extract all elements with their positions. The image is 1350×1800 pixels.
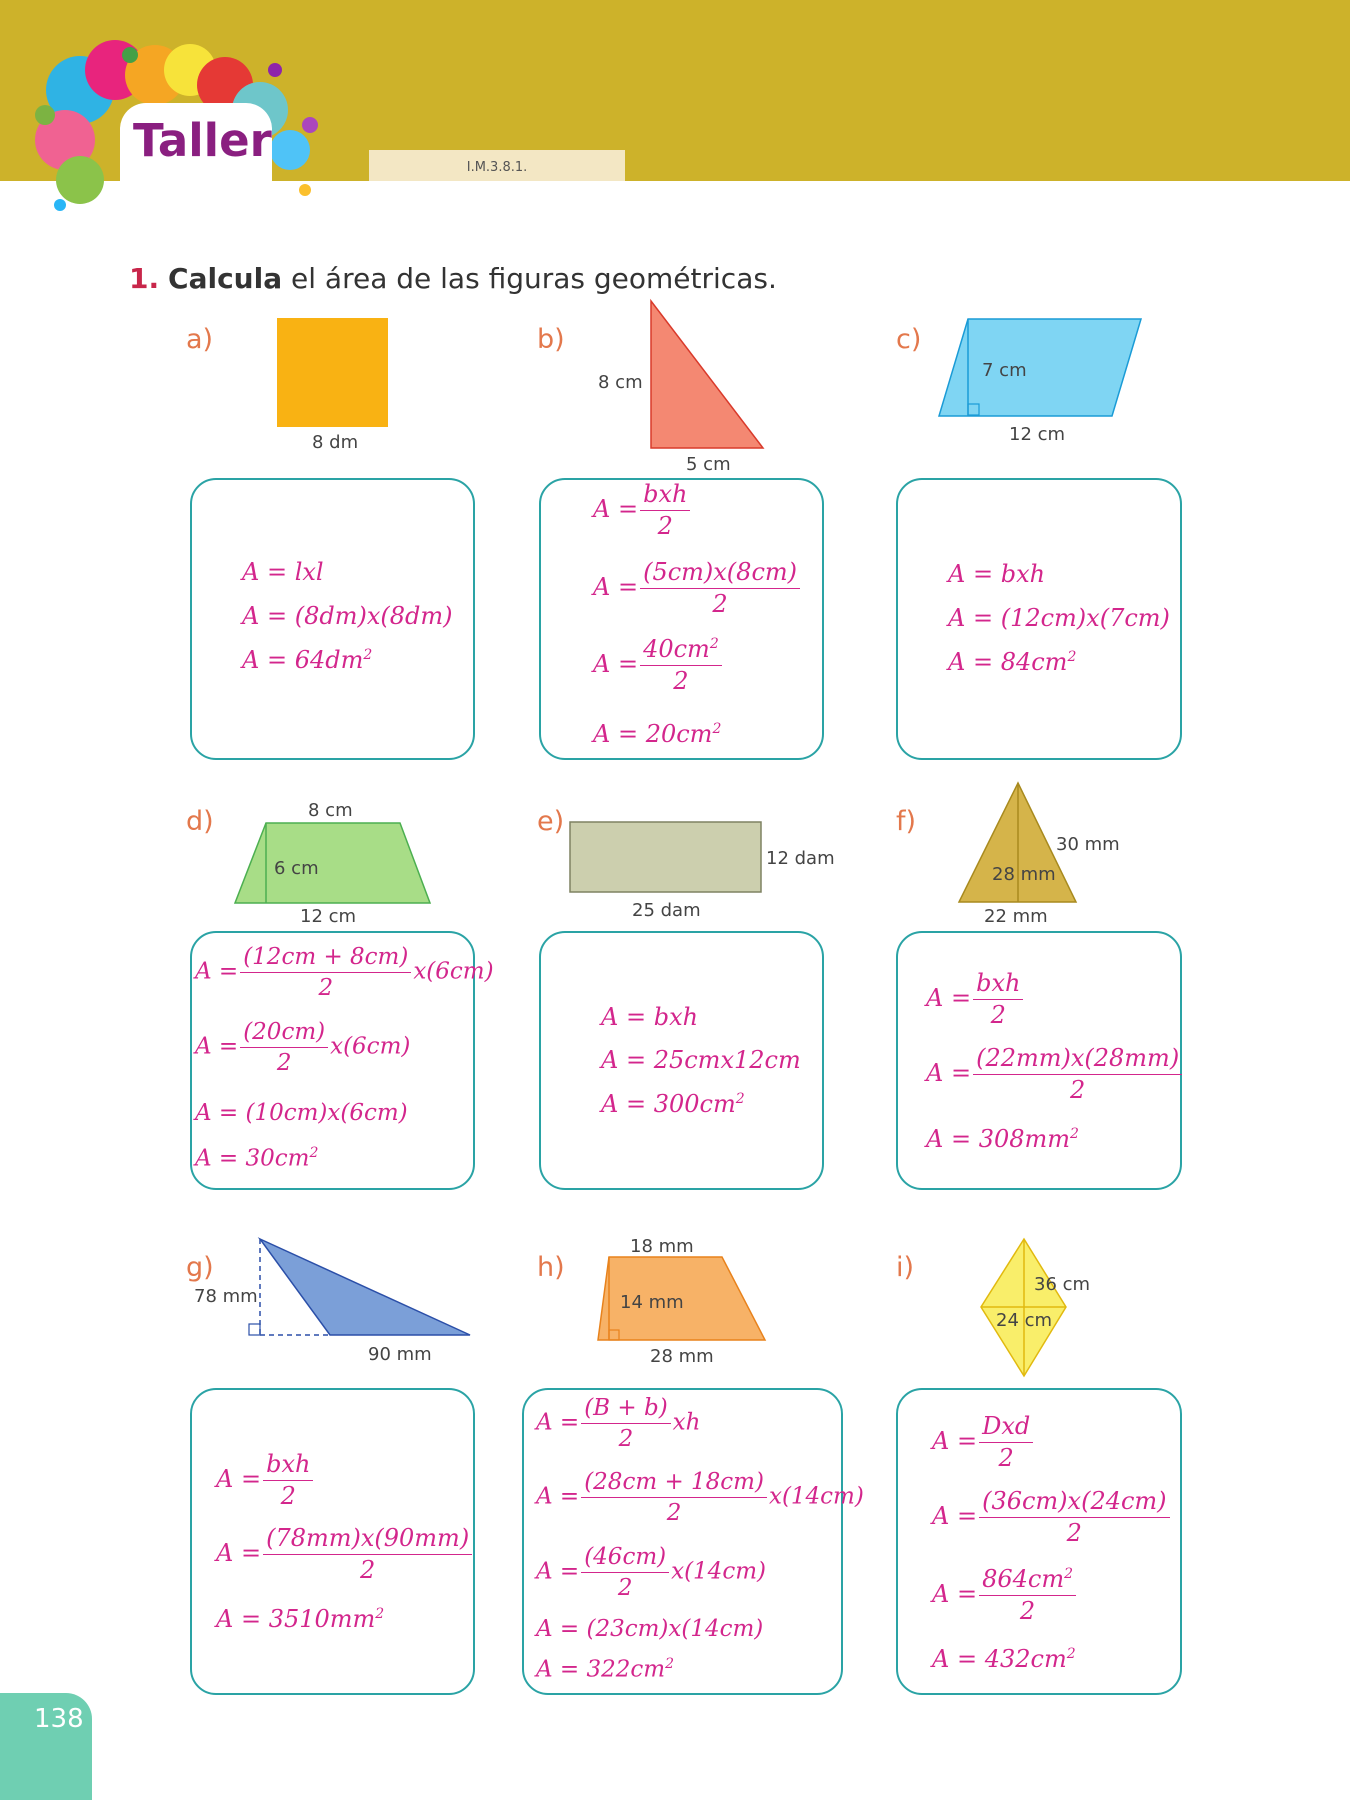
- standard-code: I.M.3.8.1.: [369, 150, 625, 181]
- instruction-text: el área de las figuras geométricas.: [282, 262, 777, 295]
- problem-f-letter: f): [896, 806, 917, 837]
- instruction: [129, 262, 777, 295]
- answer-line: $A = 30cm^2$: [195, 1145, 319, 1172]
- dimension-label: 7 cm: [982, 360, 1027, 381]
- problem-g-letter: g): [186, 1252, 214, 1283]
- dimension-label: 78 mm: [194, 1286, 258, 1307]
- answer-box-i: [896, 1388, 1182, 1695]
- answer-line: $A = 300cm^2$: [601, 1090, 745, 1118]
- dimension-label: 14 mm: [620, 1292, 684, 1313]
- answer-line: $A = 84cm^2$: [948, 648, 1077, 676]
- answer-box-h: [522, 1388, 864, 1695]
- dimension-label: 18 mm: [630, 1236, 694, 1257]
- page-number: 138: [34, 1704, 84, 1734]
- dimension-label: 36 cm: [1034, 1274, 1091, 1295]
- dimension-label: 12 cm: [300, 906, 357, 927]
- answer-line: A = $\frac{(5cm)x(8cm)}{2}$: [593, 560, 802, 617]
- answer-box-g: [190, 1388, 475, 1695]
- answer-line: A = bxh 2: [593, 482, 692, 539]
- rhombus-figure: [980, 1238, 1068, 1378]
- dimension-label: 22 mm: [984, 906, 1048, 927]
- answer-box-a: [190, 478, 475, 760]
- answer-line: A = bxh: [601, 1003, 699, 1031]
- answer-line: A = $\frac{(20cm)}{2}$ x(6cm): [195, 1019, 411, 1077]
- problem-e-letter: e): [537, 806, 565, 837]
- answer-line: $A = 322cm^2$: [536, 1656, 675, 1683]
- answer-line: A = $\frac{(46cm)}{2}$ x(14cm): [536, 1544, 766, 1602]
- answer-line: A = bxh 2: [926, 971, 1025, 1028]
- answer-line: A = (10cm)x(6cm): [195, 1100, 408, 1126]
- dimension-label: 8 dm: [312, 432, 359, 453]
- answer-line: A = $\frac{(B + b)}{2}$ xh: [536, 1395, 701, 1453]
- answer-box-c: [896, 478, 1182, 760]
- section-title: Taller: [133, 114, 272, 167]
- obtuse-triangle-figure: [240, 1238, 472, 1338]
- answer-line: A = 25cmx12cm: [601, 1046, 801, 1074]
- dimension-label: 28 mm: [650, 1346, 714, 1367]
- dimension-label: 6 cm: [274, 858, 319, 879]
- answer-line: A = $\frac{864cm^2}{2}$: [932, 1567, 1078, 1624]
- answer-line: A = Dxd 2: [932, 1414, 1035, 1471]
- answer-line: A = $\frac{(78mm)x(90mm)}{2}$: [216, 1526, 474, 1583]
- answer-line: A = $\frac{(12cm + 8cm)}{2}$ x(6cm): [195, 944, 494, 1002]
- answer-line: A = (23cm)x(14cm): [536, 1616, 764, 1642]
- parallelogram-figure: [938, 318, 1143, 418]
- instruction-verb: Calcula: [168, 262, 283, 295]
- dimension-label: 5 cm: [686, 454, 731, 475]
- answer-line: A = (8dm)x(8dm): [242, 602, 453, 630]
- answer-line: A = $\frac{40cm^2}{2}$: [593, 637, 724, 694]
- answer-line: A = (12cm)x(7cm): [948, 604, 1170, 632]
- dimension-label: 8 cm: [598, 372, 643, 393]
- answer-line: A = bxh: [948, 560, 1046, 588]
- answer-line: $A = 432cm^2$: [932, 1645, 1076, 1673]
- rectangle-figure: [569, 821, 763, 894]
- right-triangle-figure: [650, 300, 765, 450]
- answer-line: A = $\frac{(28cm + 18cm)}{2}$ x(14cm): [536, 1469, 864, 1527]
- answer-line: $A = 3510mm^2$: [216, 1605, 385, 1633]
- answer-line: $A = 64dm^2$: [242, 646, 373, 674]
- dimension-label: 28 mm: [992, 864, 1056, 885]
- answer-box-d: [190, 931, 494, 1190]
- problem-c-letter: c): [896, 324, 922, 355]
- dimension-label: 12 dam: [766, 848, 835, 869]
- answer-line: A = lxl: [242, 558, 324, 586]
- square-figure: [277, 318, 389, 428]
- answer-box-b: [539, 478, 824, 760]
- problem-h-letter: h): [537, 1252, 565, 1283]
- problem-i-letter: i): [896, 1252, 915, 1283]
- answer-box-e: [539, 931, 824, 1190]
- answer-line: $A = 308mm^2$: [926, 1125, 1079, 1153]
- answer-line: A = bxh 2: [216, 1452, 315, 1509]
- answer-box-f: [896, 931, 1182, 1190]
- dimension-label: 12 cm: [1009, 424, 1066, 445]
- dimension-label: 90 mm: [368, 1344, 432, 1365]
- answer-line: $A = 20cm^2$: [593, 720, 722, 748]
- trapezoid-figure: [234, 822, 432, 905]
- answer-line: A = $\frac{(36cm)x(24cm)}{2}$: [932, 1489, 1172, 1546]
- problem-d-letter: d): [186, 806, 214, 837]
- problem-a-letter: a): [186, 324, 214, 355]
- dimension-label: 24 cm: [996, 1310, 1053, 1331]
- problem-b-letter: b): [537, 324, 565, 355]
- answer-line: A = $\frac{(22mm)x(28mm)}{2}$: [926, 1046, 1184, 1103]
- dimension-label: 8 cm: [308, 800, 353, 821]
- dimension-label: 25 dam: [632, 900, 701, 921]
- instruction-number: 1.: [129, 262, 160, 295]
- dimension-label: 30 mm: [1056, 834, 1120, 855]
